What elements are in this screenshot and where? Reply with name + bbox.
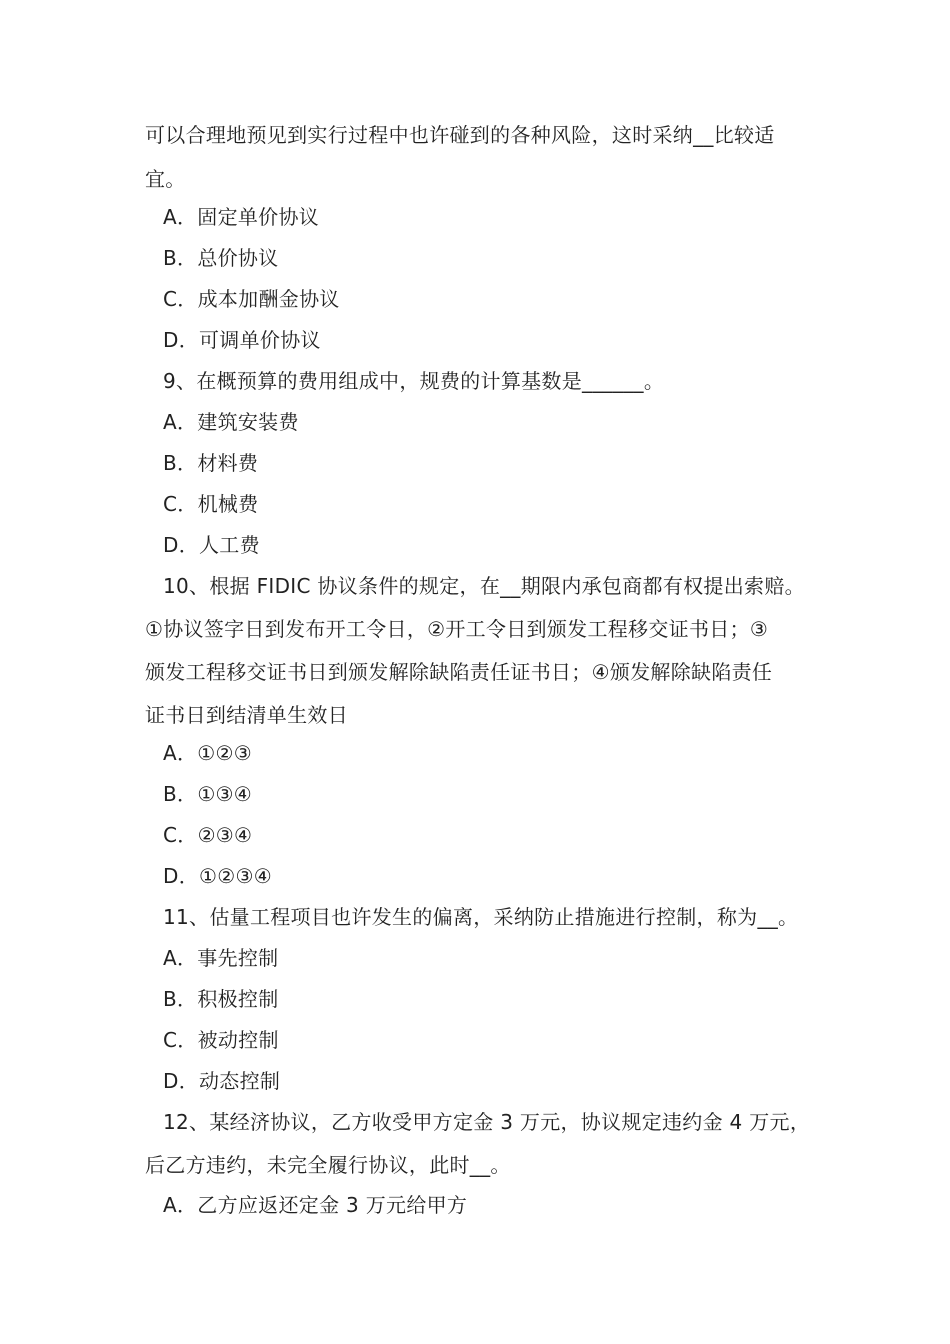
question-10-text: 10、根据 FIDIC 协议条件的规定，在__期限内承包商都有权提出索赔。	[163, 574, 805, 598]
question-text-line: 证书日到结清单生效日	[145, 703, 348, 727]
option-b: B．总价协议	[163, 246, 279, 270]
option-d: D．①②③④	[163, 864, 272, 888]
option-d: D．动态控制	[163, 1069, 281, 1093]
option-b: B．①③④	[163, 782, 253, 806]
option-a: A．建筑安装费	[163, 410, 299, 434]
option-c: C．被动控制	[163, 1028, 279, 1052]
option-a: A．事先控制	[163, 946, 279, 970]
question-text-line: 颁发工程移交证书日到颁发解除缺陷责任证书日；④颁发解除缺陷责任	[145, 660, 773, 684]
option-a: A．①②③	[163, 741, 252, 765]
question-12-text: 12、某经济协议，乙方收受甲方定金 3 万元，协议规定违约金 4 万元，	[163, 1110, 811, 1134]
option-c: C．机械费	[163, 492, 259, 516]
option-b: B．积极控制	[163, 987, 279, 1011]
option-a: A．乙方应返还定金 3 万元给甲方	[163, 1193, 468, 1217]
option-c: C．成本加酬金协议	[163, 287, 340, 311]
question-text-line: 可以合理地预见到实行过程中也许碰到的各种风险，这时采纳__比较适	[145, 123, 775, 147]
option-a: A．固定单价协议	[163, 205, 320, 229]
option-d: D．可调单价协议	[163, 328, 321, 352]
option-d: D．人工费	[163, 533, 260, 557]
option-b: B．材料费	[163, 451, 259, 475]
question-text-line: 后乙方违约，未完全履行协议，此时__。	[145, 1153, 511, 1177]
question-text-line: ①协议签字日到发布开工令日，②开工令日到颁发工程移交证书日；③	[145, 617, 769, 641]
question-text-line: 宜。	[145, 167, 186, 191]
question-9-text: 9、在概预算的费用组成中，规费的计算基数是______。	[163, 369, 665, 393]
question-11-text: 11、估量工程项目也许发生的偏离，采纳防止措施进行控制，称为__。	[163, 905, 799, 929]
option-c: C．②③④	[163, 823, 253, 847]
